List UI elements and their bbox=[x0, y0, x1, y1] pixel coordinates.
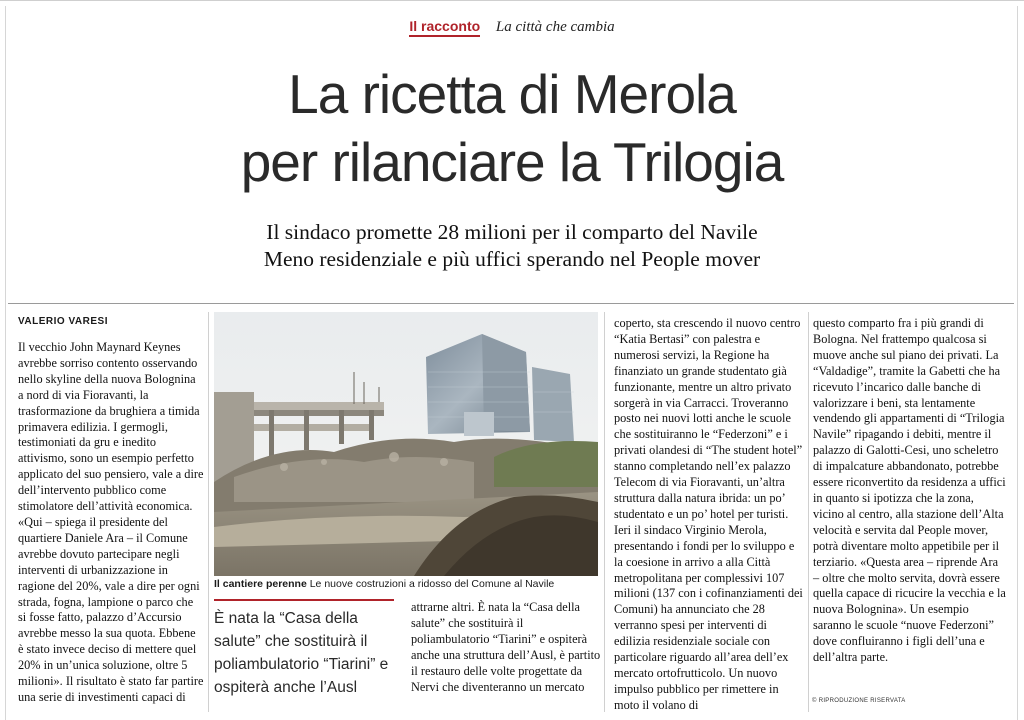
pull-quote: È nata la “Casa della salute” che sostituirà il poliambulatorio “Tiarini” e ospiterà anche l’Ausl bbox=[214, 599, 394, 699]
caption-label: Il cantiere perenne bbox=[214, 578, 307, 590]
headline-line-1: La ricetta di Merola bbox=[288, 63, 736, 125]
photo-illustration bbox=[214, 312, 598, 576]
headline-line-2: per rilanciare la Trilogia bbox=[240, 131, 784, 193]
column-divider bbox=[808, 312, 809, 712]
column-3-text: coperto, sta crescendo il nuovo centro “Katia Bertasi” con palestra e numerosi servizi, la Regione ha finanziato un grande studentato già funzionante, mentre un altro privato sorgerà in via Carracci. Troveranno posto nei nuovi lotti anche le scuole che sostituiranno le “Federzoni” e i privati olandesi di “The student hotel” stanno completando nell’ex palazzo Telecom di via Fioravanti, un’altra struttura dalla natura ibrida: un po’ studentato e un po’ hotel per turisti. Ieri il sindaco Virginio Merola, presentando i fondi per lo sviluppo e la coesione in arrivo a alla Città metropolitana per complessivi 107 milioni (137 con i cofinanziamenti dei Comuni) ha annunciato che 28 verranno spesi per interventi di edilizia residenziale sociale con particolare riguardo all’area dell’ex mercato ortofrutticolo. Un nuovo impulso pubblico per rimettere in moto il volano di bbox=[614, 316, 803, 712]
column-1-text: Il vecchio John Maynard Keynes avrebbe sorriso contento osservando nello skyline della nuova Bolognina a nord di via Fioravanti, la trasformazione da brughiera a timida primavera edilizia. I germogli, testimoniati da gru e inedito attivismo, sono un esempio perfetto applicato del suo pensiero, vale a dire dell’intervento pubblico come stimolatore dell’attività economica. «Qui – spiega il presidente del quartiere Daniele Ara – il Comune avrebbe dovuto partecipare negli interventi di urbanizzazione in ragione del 20%, vale a dire per ogni strada, fogna, lampione o parco che si fosse fatto, palazzo d’Accursio avrebbe messo la sua quota. Ebbene è stato invece deciso di mettere quel 20% in un’unica soluzione, oltre 5 milioni». Il risultato è stato far partire una serie di investimenti capaci di bbox=[18, 340, 204, 704]
column-2-text: attrarne altri. È nata la “Casa della salute” che sostituirà il poliambulatorio “Tiarini” e ospiterà anche una struttura dell’Ausl, è partito il restauro delle volte progettate da Nervi che diventeranno un mercato bbox=[411, 600, 601, 694]
subheadline-line-1: Il sindaco promette 28 milioni per il comparto del Navile bbox=[266, 220, 758, 244]
copyright-notice: © RIPRODUZIONE RISERVATA bbox=[812, 698, 906, 704]
headline bbox=[0, 60, 1024, 196]
kicker bbox=[0, 18, 1024, 36]
byline: VALERIO VARESI bbox=[18, 316, 108, 327]
article-column-2 bbox=[411, 600, 601, 695]
photo-caption bbox=[214, 578, 600, 591]
series-label: La città che cambia bbox=[495, 19, 615, 35]
construction-site-photo bbox=[214, 312, 598, 576]
caption-text: Le nuove costruzioni a ridosso del Comune al Navile bbox=[309, 578, 555, 590]
page-top-border bbox=[0, 0, 1024, 7]
article-column-3 bbox=[614, 316, 804, 714]
column-4-text: questo comparto fra i più grandi di Bologna. Nel frattempo qualcosa si muove anche sul piano dei privati. La “Valdadige”, tramite la Gabetti che ha ricevuto l’incarico dalle banche di valorizzare i beni, sta lentamente vendendo gli appartamenti di “Trilogia Navile” ripagando i debiti, mentre il palazzo di Galotti-Cesi, uno scheletro di impalcature abbandonato, potrebbe essere riconvertito da residenza a uffici in quanto si ipotizza che la zona, vicino al centro, alla stazione dell’Alta velocità e servita dal People mover, potrà diventare molto appetibile per il terziario. «Questa area – riprende Ara – oltre che molto servita, dovrà essere quella capace di ricucire la vecchia e la nuova Bolognina». Un esempio saranno le scuole “nuove Federzoni” dove confluiranno i figli dell’una e dell’altra parte. bbox=[813, 316, 1006, 665]
section-label: Il racconto bbox=[409, 18, 480, 37]
subheadline-line-2: Meno residenziale e più uffici sperando nel People mover bbox=[263, 247, 761, 271]
article-column-1 bbox=[18, 340, 204, 706]
column-divider bbox=[604, 312, 605, 712]
article-column-4 bbox=[813, 316, 1007, 666]
section-divider bbox=[8, 303, 1014, 304]
column-divider bbox=[208, 312, 209, 712]
subheadline bbox=[0, 219, 1024, 273]
